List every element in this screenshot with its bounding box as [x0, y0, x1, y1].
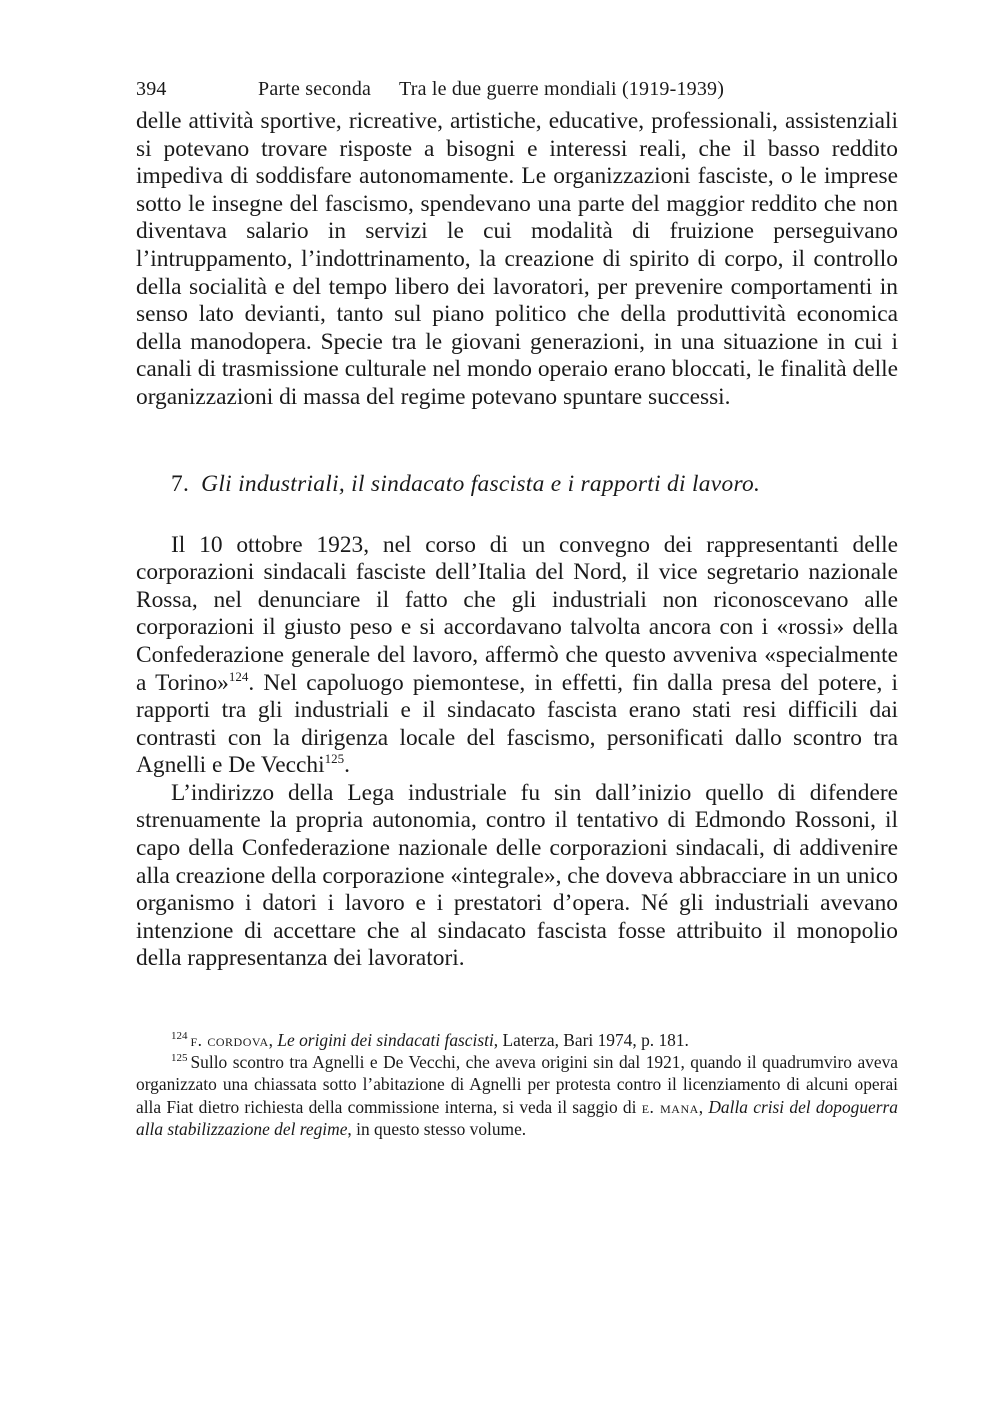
footnote-125 — [136, 1051, 898, 1140]
section-heading — [171, 470, 898, 498]
footnote-work-title: Dalla crisi del dopoguerra alla stabilizzazione del regime — [136, 1096, 898, 1139]
footnote-separator: , — [698, 1096, 709, 1117]
book-page — [136, 78, 898, 1140]
footnote-author: f. cordova — [190, 1030, 269, 1051]
paragraph-continued: delle attività sportive, ricreative, artistiche, educative, professionali, assistenziali si potevano trovare risposte a bisogni e interessi reali, che il basso reddito impediva di soddisfare autonomamente. Le organizzazioni fasciste, o le imprese sotto le insegne del fascismo, spendevano una parte del maggior reddito che non diventava salario in servizi le cui modalità di fruizione perseguivano l’intruppamento, l’indottrinamento, la creazione di spirito di corpo, il controllo della socialità e del tempo libero dei lavoratori, per prevenire comportamenti in senso lato devianti, tanto sul piano politico che della produttività economica della manodopera. Specie tra le giovani generazioni, in una situazione in cui i canali di trasmissione culturale nel mondo operaio erano bloccati, le finalità delle organizzazioni di massa del regime potevano spuntare successi. — [136, 108, 898, 410]
paragraph-convegno — [136, 532, 898, 780]
note-reference-125[interactable]: 125 — [324, 751, 345, 767]
paragraph-lega-industriale: L’indirizzo della Lega industriale fu sin dall’inizio quello di difendere strenuamente la propria autonomia, contro il tentativo di Edmondo Rossoni, il capo della Confederazione nazionale delle corporazioni sindacali, di addivenire alla creazione della corporazione «integrale», che doveva abbracciare in un unico organismo i datori i lavoro e i prestatori d’opera. Né gli industriali avevano intenzione di accettare che al sindacato fascista fosse attribuito il monopolio della rappresentanza dei lavoratori. — [136, 779, 898, 972]
footnote-rest: , Laterza, Bari 1974, p. 181. — [493, 1030, 689, 1051]
footnote-author: e. mana — [641, 1096, 699, 1117]
footnote-number: 124 — [171, 1030, 188, 1043]
footnote-separator: , — [268, 1030, 278, 1051]
page-number: 394 — [136, 78, 167, 100]
note-reference-124[interactable]: 124 — [228, 668, 249, 684]
footnote-number: 125 — [171, 1052, 188, 1065]
paragraph-text: Il 10 ottobre 1923, nel corso di un convegno dei rappresentanti delle corporazioni sindacali fasciste dell’Italia del Nord, il vice segretario nazionale Rossa, nel denunciare il fatto che gli industriali non riconoscevano alle corporazioni il giusto peso e si accordavano talvolta ancora con i «rossi» della Confederazione generale del lavoro, affermò che questo avveniva «specialmente a Torino» — [136, 531, 898, 696]
section-heading-title: Gli industriali, il sindacato fascista e i rapporti di lavoro. — [201, 470, 761, 497]
footnote-work-title: Le origini dei sindacati fascisti — [277, 1030, 494, 1051]
footnotes — [136, 1029, 898, 1140]
running-header — [136, 78, 898, 108]
section-number: 7. — [171, 470, 190, 497]
part-title: Parte seconda — [258, 78, 372, 100]
footnote-rest: , in questo stesso volume. — [347, 1118, 527, 1139]
footnote-text: Sullo scontro tra Agnelli e De Vecchi, che aveva origini sin dal 1921, quando il quadrumviro aveva organizzato una chiassata sotto l’abitazione di Agnelli per protesta contro il licenziamento di alcuni operai alla Fiat dietro richiesta della commissione interna, si veda il saggio di — [136, 1052, 898, 1117]
paragraph-text: . — [344, 752, 350, 779]
section-title-header: Tra le due guerre mondiali (1919-1939) — [399, 78, 725, 100]
paragraph-text: . Nel capoluogo piemontese, in effetti, fin dalla presa del potere, i rapporti tra gli industriali e il sindacato fascista erano stati resi difficili dai contrasti con la dirigenza locale del fascismo, personificati dallo scontro tra Agnelli e De Vecchi — [136, 669, 899, 779]
footnote-124 — [136, 1029, 898, 1051]
